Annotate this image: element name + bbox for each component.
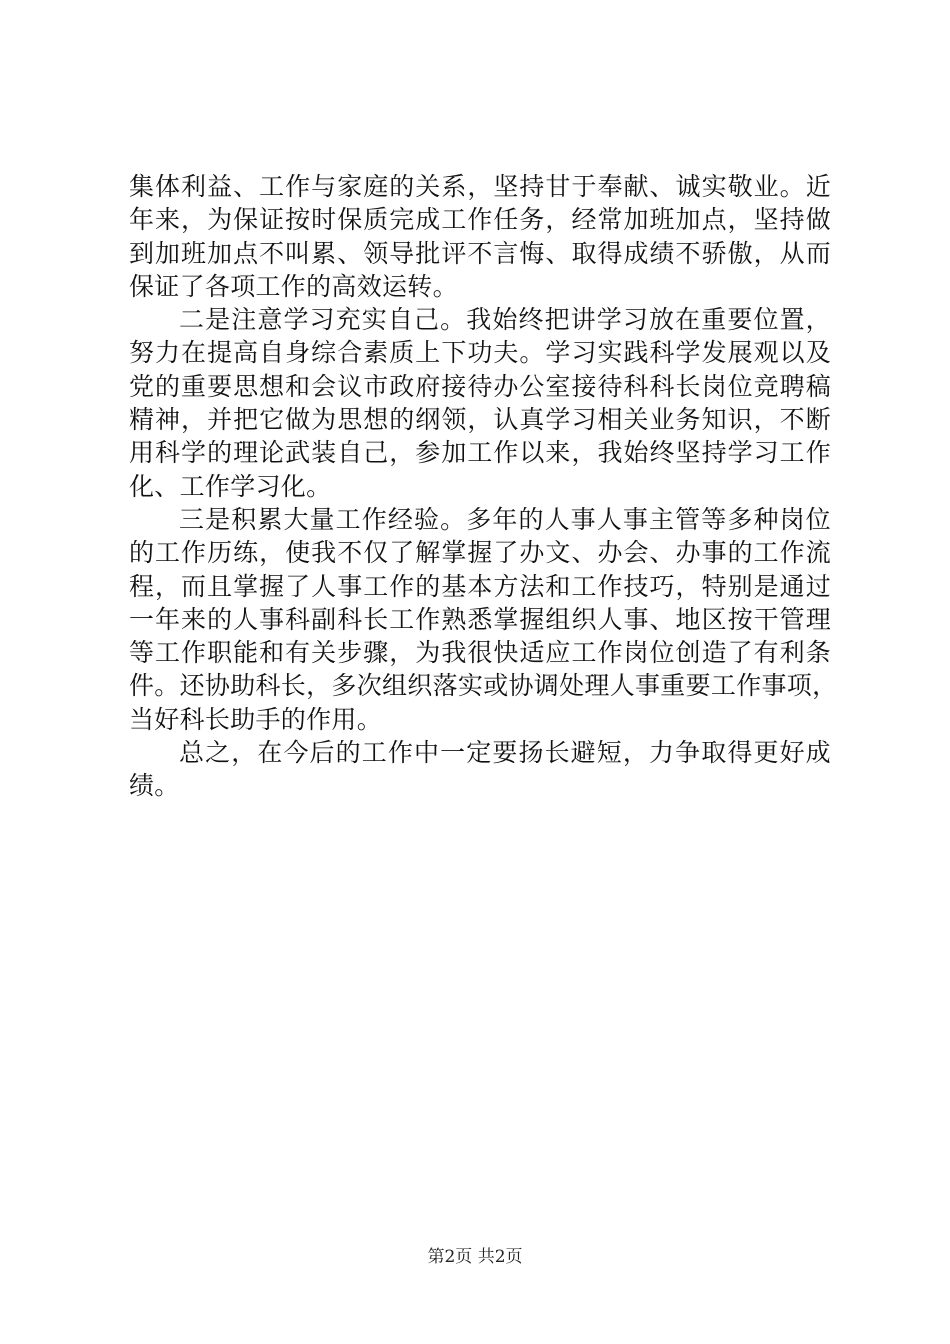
paragraph-start-line: 总之，在今后的工作中一定要扬长避短，力争取得更好成 — [179, 738, 831, 768]
text-line: 用科学的理论武装自己，参加工作以来，我始终坚持学习工作 — [129, 438, 831, 468]
paragraph-start-line: 三是积累大量工作经验。多年的人事人事主管等多种岗位 — [179, 504, 831, 534]
text-line: 化、工作学习化。 — [129, 471, 332, 501]
text-line: 的工作历练，使我不仅了解掌握了办文、办会、办事的工作流 — [129, 538, 831, 568]
paragraph-start-line: 二是注意学习充实自己。我始终把讲学习放在重要位置， — [179, 305, 831, 335]
text-line: 一年来的人事科副科长工作熟悉掌握组织人事、地区按干管理 — [129, 604, 831, 634]
text-line: 保证了各项工作的高效运转。 — [129, 271, 458, 301]
text-line: 集体利益、工作与家庭的关系，坚持甘于奉献、诚实敬业。近 — [129, 172, 831, 201]
text-line: 件。还协助科长，多次组织落实或协调处理人事重要工作事项， — [129, 671, 838, 701]
page-number-footer: 第2页 共2页 — [427, 1247, 523, 1267]
text-line: 年来，为保证按时保质完成工作任务，经常加班加点，坚持做 — [129, 205, 831, 235]
text-line: 党的重要思想和会议市政府接待办公室接待科科长岗位竞聘稿 — [129, 371, 831, 401]
text-line: 程，而且掌握了人事工作的基本方法和工作技巧，特别是通过 — [129, 571, 831, 601]
text-line: 精神，并把它做为思想的纲领，认真学习相关业务知识，不断 — [129, 405, 831, 435]
text-line: 努力在提高自身综合素质上下功夫。学习实践科学发展观以及 — [129, 338, 831, 368]
text-line: 等工作职能和有关步骤，为我很快适应工作岗位创造了有利条 — [129, 638, 831, 668]
document-body — [129, 170, 838, 803]
text-line: 当好科长助手的作用。 — [129, 704, 383, 734]
text-line: 绩。 — [129, 771, 180, 801]
text-line: 到加班加点不叫累、领导批评不言悔、取得成绩不骄傲，从而 — [129, 238, 831, 268]
